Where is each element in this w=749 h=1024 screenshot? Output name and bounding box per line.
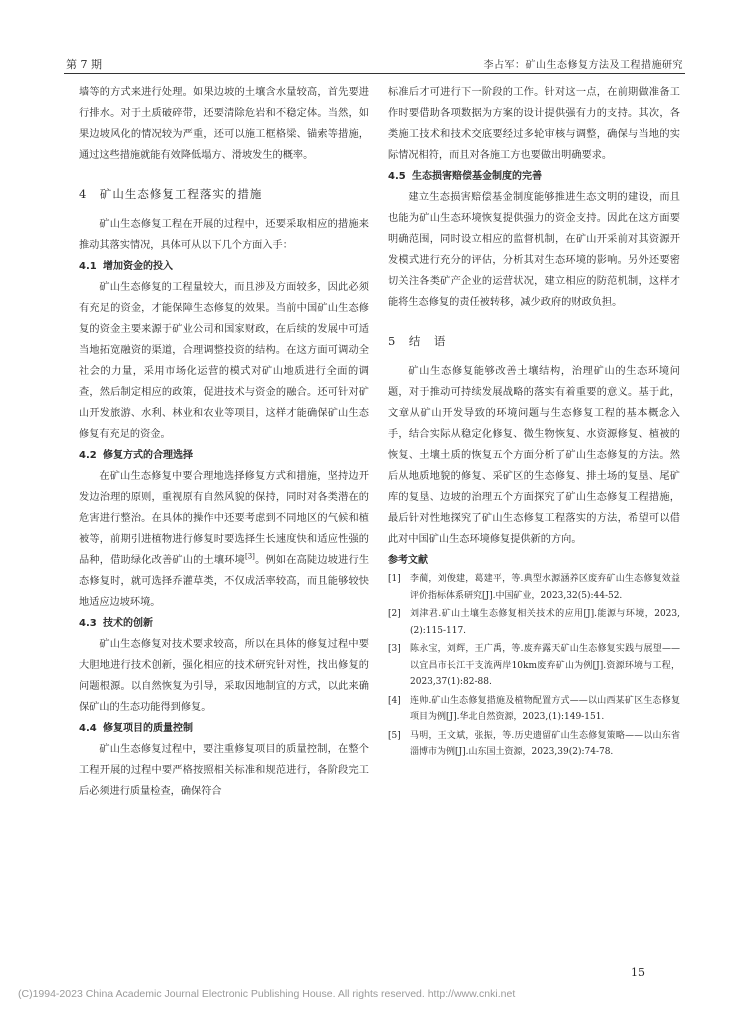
reference-number: [4]: [388, 695, 401, 706]
running-title: 李占军：矿山生态修复方法及工程措施研究: [483, 60, 683, 71]
citation-ref[interactable]: [3]: [244, 552, 255, 561]
reference-text: 陈永宝，刘辉，王广禹，等.废弃露天矿山生态修复实践与展望——以宜昌市长江干支流两岸10km废弃矿山为例[J].资源环境与工程，2023,37(1):82-88.: [410, 644, 680, 687]
page-number: 15: [631, 966, 645, 979]
copyright-watermark: (C)1994-2023 China Academic Journal Electronic Publishing House. All rights reserved. http://www.cnki.net: [18, 988, 516, 1000]
reference-list: [388, 571, 680, 761]
subsection-title: 技术的创新: [103, 618, 153, 629]
reference-item: [388, 728, 680, 761]
reference-item: [388, 641, 680, 691]
reference-number: [3]: [388, 644, 401, 654]
reference-item: [388, 571, 680, 604]
reference-text: 连帅.矿山生态修复措施及植物配置方式——以山西某矿区生态修复项目为例[J].华北自然资源，2023,(1):149-151.: [410, 695, 680, 722]
subsection-4-5-heading: [388, 166, 680, 187]
conclusion-text: 矿山生态修复能够改善土壤结构，治理矿山的生态环境问题，对于推动可持续发展战略的落实有着重要的意义。基于此，文章从矿山开发导致的环境问题与生态修复工程的基本概念入手，结合实际从稳定化修复、微生物恢复、水资源修复、植被的恢复、土壤土质的恢复五个方面分析了矿山生态修复的方法。然后从地质地貌的修复、采矿区的生态修复、排土场的复垦、尾矿库的复垦、边坡的治理五个方面探究了矿山生态修复工程措施，最后针对性地探究了矿山生态修复工程落实的方法，希望可以借此对中国矿山生态环境修复提供新的方向。: [388, 366, 680, 545]
subsection-title: 增加资金的投入: [103, 261, 173, 272]
subsection-4-4-heading: [79, 718, 369, 739]
subsection-4-3-text: 矿山生态修复对技术要求较高，所以在具体的修复过程中要大胆地进行技术创新，强化相应的技术研究针对性，找出修复的问题根源。以自然恢复为引导，采取因地制宜的方式，以此来确保矿山的生态功能得到修复。: [79, 639, 369, 713]
section-5-heading: 5 结 语: [388, 334, 447, 348]
continued-paragraph: 标准后才可进行下一阶段的工作。针对这一点，在前期做准备工作时要借助各项数据为方案的设计提供强有力的支持。其次，各类施工技术和技术交底要经过多轮审核与调整，确保与当地的实际情况相符，而且对各施工方也要做出明确要求。: [388, 87, 680, 161]
section-4-intro: 矿山生态修复工程在开展的过程中，还要采取相应的措施来推动其落实情况，具体可从以下几个方面入手：: [79, 219, 369, 251]
subsection-4-3-heading: [79, 613, 369, 634]
reference-text: 马明，王文斌，张振，等.历史遗留矿山生态修复策略——以山东省淄博市为例[J].山东国土资源，2023,39(2):74-78.: [410, 730, 680, 757]
reference-text: 李蔺，刘俊建，葛建平，等.典型水源涵养区废弃矿山生态修复效益评价指标体系研究[J].中国矿业，2023,32(5):44-52.: [410, 574, 680, 601]
references-heading: 参考文献: [388, 555, 428, 566]
continued-paragraph: 墙等的方式来进行处理。如果边坡的土壤含水量较高，首先要进行排水。对于土质破碎带，还要清除危岩和不稳定体。当然，如果边坡风化的情况较为严重，还可以施工框格梁、锚索等措施，通过这些措施就能有效降低塌方、滑坡发生的概率。: [79, 87, 369, 161]
subsection-4-2-heading: [79, 445, 369, 466]
subsection-4-5-text: 建立生态损害赔偿基金制度能够推进生态文明的建设，而且也能为矿山生态环境恢复提供强力的资金支持。因此在这方面要明确范围，同时设立相应的监督机制，在矿山开采前对其资源开发模式进行充分的评估，分析其对生态环境的影响。另外还要密切关注各类矿产企业的运营状况，建立相应的防范机制，这样才能将生态修复的责任被转移，减少政府的财政负担。: [388, 192, 680, 308]
reference-item: [388, 693, 680, 726]
subsection-4-2-text: [79, 466, 369, 613]
subsection-4-4-text: 矿山生态修复过程中，要注重修复项目的质量控制，在整个工程开展的过程中要严格按照相关标准和规范进行，各阶段完工后必须进行质量检查，确保符合: [79, 744, 369, 797]
subsection-number: 4.5: [388, 171, 406, 182]
subsection-4-1-text: 矿山生态修复的工程量较大，而且涉及方面较多，因此必须有充足的资金，才能保障生态修复的效果。当前中国矿山生态修复的资金主要来源于矿业公司和国家财政，在后续的发展中可适当地拓宽融资的渠道，合理调整投资的结构。在这方面可调动全社会的力量，采用市场化运营的模式对矿山地质进行全面的调查，然后制定相应的政策，促进技术与资金的融合。还可针对矿山开发旅游、水利、林业和农业等项目，这样才能确保矿山生态修复有充足的资金。: [79, 282, 369, 440]
paragraph-text: 。例如在高陡边坡进行生态修复时，就可选择乔灌草类，不仅成活率较高，而且能够较快地适应边坡环境。: [79, 555, 370, 608]
left-column: [79, 82, 369, 802]
subsection-number: 4.4: [79, 723, 97, 734]
reference-number: [1]: [388, 574, 401, 584]
reference-number: [5]: [388, 730, 401, 741]
journal-issue: 第 7 期: [66, 58, 102, 71]
reference-number: [2]: [388, 609, 401, 619]
subsection-title: 生态损害赔偿基金制度的完善: [412, 171, 542, 182]
section-4-heading: 4 矿山生态修复工程落实的措施: [79, 187, 263, 201]
paragraph-text: 在矿山生态修复中要合理地选择修复方式和措施，坚持边开发边治理的原则，重视原有自然风貌的保持，同时对各类潜在的危害进行整治。在具体的操作中还要考虑到不同地区的气候和植被等，前期引进植物进行修复时要选择生长速度快和适应性强的品种，借助绿化改善矿山的土壤环境: [79, 471, 369, 566]
subsection-number: 4.1: [79, 261, 97, 272]
reference-item: [388, 606, 680, 639]
subsection-title: 修复方式的合理选择: [103, 450, 193, 461]
subsection-number: 4.2: [79, 450, 97, 461]
right-column: [388, 82, 680, 763]
header-rule: [64, 73, 685, 74]
subsection-4-1-heading: [79, 256, 369, 277]
reference-text: 刘津君.矿山土壤生态修复相关技术的应用[J].能源与环境，2023,(2):115-117.: [410, 609, 680, 636]
subsection-title: 修复项目的质量控制: [103, 723, 193, 734]
subsection-number: 4.3: [79, 618, 97, 629]
